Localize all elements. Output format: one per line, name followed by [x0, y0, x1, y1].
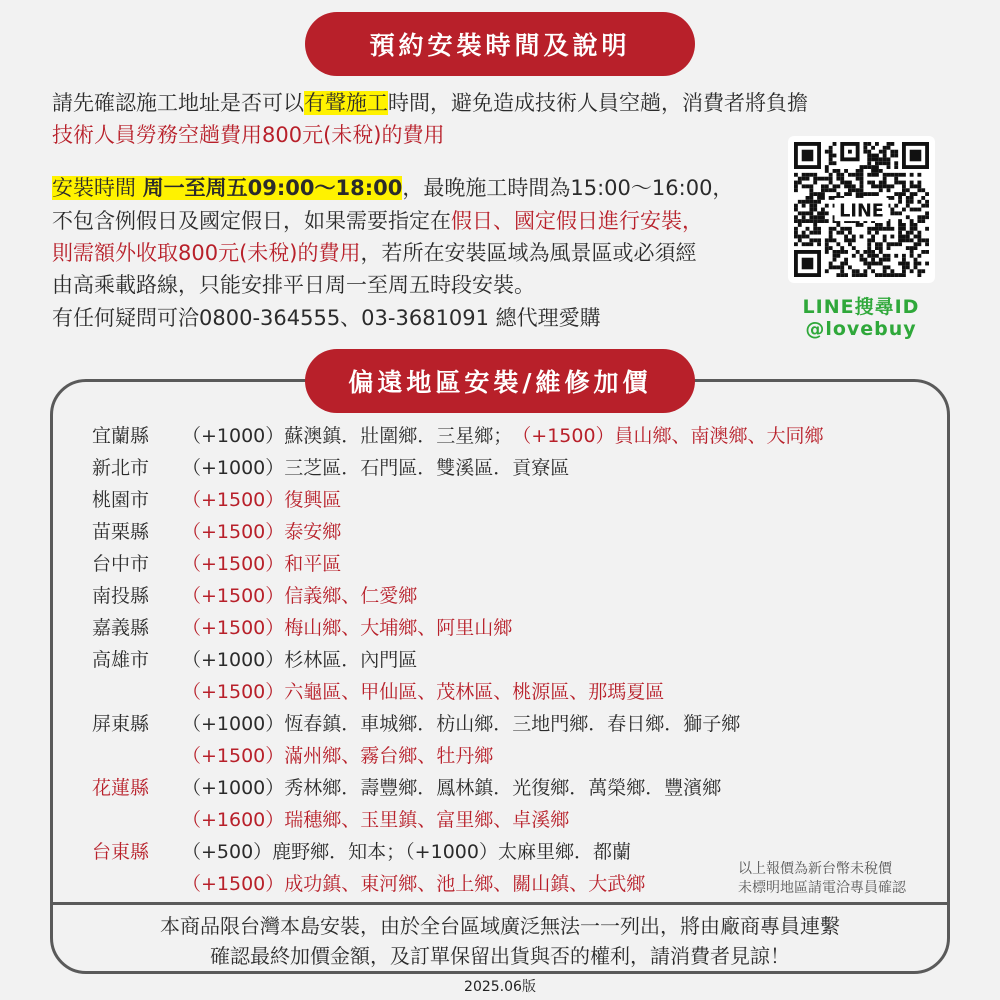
surcharge-detail: （+1500）信義鄉、仁愛鄉 — [182, 585, 418, 607]
county-name: 南投縣 — [92, 585, 150, 607]
county-name: 嘉義縣 — [92, 617, 150, 639]
footer-line-1: 本商品限台灣本島安裝，由於全台區域廣泛無法一一列出，將由廠商專員連繫 — [160, 914, 840, 938]
surcharge-detail: （+1500）和平區 — [182, 553, 342, 575]
schedule-line-2 — [52, 205, 703, 237]
line-search-label: LINE搜尋ID — [802, 296, 920, 318]
list-item — [92, 550, 341, 578]
list-item — [92, 582, 417, 610]
intro-text: 時間，避免造成技術人員空趟，消費者將負擔 — [388, 91, 808, 115]
list-item — [92, 422, 824, 450]
surcharge-detail-extra: （+1500）員山鄉、南澳鄉、大同鄉 — [512, 425, 824, 447]
list-item — [92, 486, 341, 514]
section-title-text: 偏遠地區安裝/維修加價 — [348, 368, 652, 397]
list-item — [92, 646, 417, 674]
surcharge-detail: （+500）鹿野鄉．知本；（+1000）太麻里鄉．都蘭 — [182, 841, 631, 863]
list-item — [92, 870, 645, 898]
footer-line-2: 確認最終加價金額，及訂單保留出貨與否的權利，請消費者見諒！ — [210, 944, 790, 968]
panel-divider — [50, 902, 950, 905]
surcharge-detail: （+1000）杉林區．內門區 — [182, 649, 418, 671]
section-title-install-time — [305, 12, 695, 76]
county-name: 新北市 — [92, 457, 150, 479]
schedule-red-text: 假日、國定假日進行安裝， — [451, 209, 703, 233]
contact-line: 有任何疑問可洽0800-364555、03-3681091 總代理愛購 — [52, 306, 601, 330]
line-handle: @lovebuy — [805, 318, 917, 340]
surcharge-detail: （+1500）梅山鄉、大埔鄉、阿里山鄉 — [182, 617, 513, 639]
surcharge-detail: （+1500）復興區 — [182, 489, 342, 511]
county-name: 苗栗縣 — [92, 521, 150, 543]
price-note: 以上報價為新台幣未稅價 — [738, 861, 892, 877]
surcharge-detail: （+1500）滿州鄉、霧台鄉、牡丹鄉 — [182, 745, 494, 767]
surcharge-detail: （+1500）泰安鄉 — [182, 521, 342, 543]
list-item — [92, 454, 569, 482]
surcharge-detail: （+1500）成功鎮、東河鄉、池上鄉、關山鎮、大武鄉 — [182, 873, 646, 895]
intro-text: 請先確認施工地址是否可以 — [52, 91, 304, 115]
surcharge-detail: （+1000）恆春鎮．車城鄉．枋山鄉．三地門鄉．春日鄉．獅子鄉 — [182, 713, 741, 735]
schedule-line-3 — [52, 237, 696, 269]
schedule-line-1 — [52, 172, 733, 204]
section-title-surcharge — [305, 349, 695, 413]
county-name: 台東縣 — [92, 841, 150, 863]
list-item — [92, 710, 740, 738]
version-label: 2025.06版 — [464, 979, 536, 995]
surcharge-detail: （+1000）蘇澳鎮．壯圍鄉．三星鄉； — [182, 425, 513, 447]
schedule-line-4: 由高乘載路線，只能安排平日周一至周五時段安裝。 — [52, 273, 535, 297]
qr-label: LINE — [839, 201, 884, 222]
county-name: 宜蘭縣 — [92, 425, 150, 447]
surcharge-detail: （+1000）三芝區．石門區．雙溪區．貢寮區 — [182, 457, 570, 479]
surcharge-detail: （+1500）六龜區、甲仙區、茂林區、桃源區、那瑪夏區 — [182, 681, 665, 703]
schedule-text: ，若所在安裝區域為風景區或必須經 — [360, 241, 697, 265]
qr-code-icon — [794, 142, 929, 277]
county-name: 高雄市 — [92, 649, 150, 671]
list-item — [92, 806, 569, 834]
list-item — [92, 742, 493, 770]
county-name: 屏東縣 — [92, 713, 150, 735]
county-name: 桃園市 — [92, 489, 150, 511]
intro-highlight: 有聲施工 — [304, 91, 388, 115]
section-title-text: 預約安裝時間及說明 — [369, 31, 631, 60]
schedule-hours: 周一至周五09:00～18:00 — [142, 176, 403, 200]
schedule-red-text: 則需額外收取800元(未稅)的費用 — [52, 241, 361, 265]
line-qr-code — [788, 136, 935, 283]
list-item — [92, 678, 664, 706]
surcharge-detail: （+1600）瑞穗鄉、玉里鎮、富里鄉、卓溪鄉 — [182, 809, 570, 831]
county-name: 台中市 — [92, 553, 150, 575]
price-note: 未標明地區請電洽專員確認 — [738, 880, 906, 896]
list-item — [92, 518, 341, 546]
schedule-text: ，最晚施工時間為15:00～16:00， — [402, 176, 734, 200]
list-item — [92, 838, 631, 866]
county-name: 花蓮縣 — [92, 777, 150, 799]
intro-line-2: 技術人員勞務空趟費用800元(未稅)的費用 — [52, 123, 445, 147]
schedule-text: 不包含例假日及國定假日，如果需要指定在 — [52, 209, 451, 233]
intro-line-1 — [52, 87, 808, 119]
list-item — [92, 774, 721, 802]
list-item — [92, 614, 512, 642]
surcharge-detail: （+1000）秀林鄉．壽豐鄉．鳳林鎮．光復鄉．萬榮鄉．豐濱鄉 — [182, 777, 722, 799]
schedule-label: 安裝時間 周一至周五09:00～18:00 — [52, 176, 403, 200]
